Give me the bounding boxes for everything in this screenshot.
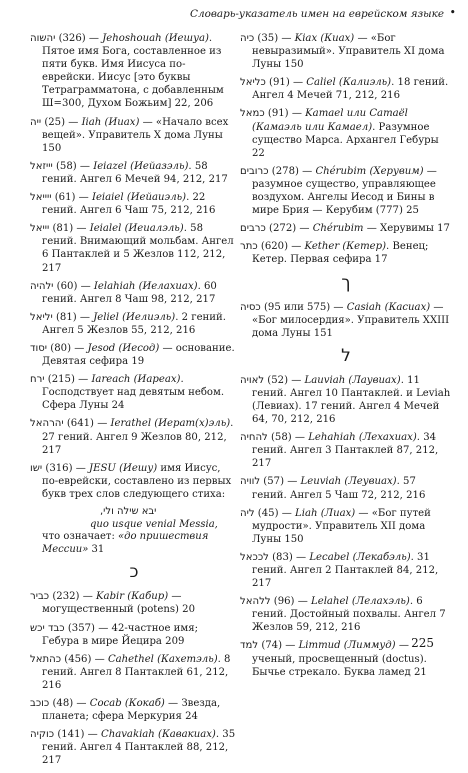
entry-transliteration: Lehahiah (Лехахиах) (308, 432, 417, 444)
entry-transliteration: Cahethel (Кахетэль) (107, 653, 218, 665)
index-entry (30, 222, 238, 274)
entry-text: — могущественный (potens) 20 (42, 591, 196, 616)
entry-value: (456) — (61, 653, 108, 665)
entry-hebrew: כוכב (30, 698, 50, 710)
entry-transliteration: Chérubim (Херувим) (315, 165, 424, 177)
entry-value: (91) — (264, 108, 306, 120)
entry-value: (95 или 575) — (260, 301, 347, 313)
entry-hebrew: כליאל (240, 77, 266, 89)
entry-transliteration: Casiah (Касиах) (346, 301, 431, 313)
index-entry (240, 301, 452, 340)
entry-hebrew: יייזאל (30, 160, 53, 172)
entry-transliteration: Jeliel (Иелиэль) (93, 311, 176, 323)
index-entry (240, 507, 452, 546)
entry-transliteration: Cocab (Кокаб) (89, 698, 165, 710)
entry-text: — «Бог милосердия». Управитель XXIII дома Луны 151 (252, 301, 450, 339)
entry-text: — основание. Девятая сефира 19 (42, 342, 235, 368)
index-entry (240, 475, 452, 501)
entry-value: (58) — (267, 432, 309, 444)
entry-transliteration: Lauviah (Лаувиах) (304, 374, 401, 386)
entry-transliteration: Ierathel (Иерат(х)эль) (110, 418, 231, 430)
entry-text: — ученый, просвещенный (doctus). Бычье стрекало. Буква ламед 21 (252, 640, 427, 678)
index-entry (240, 374, 452, 426)
entry-value: (80) — (47, 342, 88, 354)
section-letter-kaf: כ (129, 562, 139, 583)
entry-hebrew: כהתאל (30, 653, 62, 665)
index-entry (30, 342, 238, 368)
entry-text: . 57 гений. Ангел 5 Чаш 72, 212, 216 (252, 476, 426, 501)
index-entry (30, 417, 238, 456)
entry-value: (45) — (254, 507, 296, 519)
entry-value: (58) — (52, 160, 94, 172)
index-entry (30, 160, 238, 186)
index-entry (30, 280, 238, 306)
entry-hebrew: כסיה (240, 301, 261, 313)
entry-text: . 34 гений. Ангел 3 Пантаклей 87, 212, 217 (252, 432, 439, 470)
entry-hebrew: כוקיה (30, 729, 55, 741)
entry-hebrew: כתר (240, 241, 258, 253)
entry-text: . 60 гений. Ангел 8 Чаш 98, 212, 217 (42, 280, 217, 305)
index-entry (240, 595, 452, 634)
entry-value: (91) — (265, 77, 307, 89)
index-entry (30, 728, 238, 767)
entry-text: . Господствует над девятым небом. Сфера Луны 24 (42, 374, 225, 412)
verse-hebrew: יבא שילה ולי, (100, 506, 157, 517)
index-entry (30, 462, 238, 501)
entry-value: (25) — (41, 116, 82, 128)
entry-value: (35) — (254, 33, 295, 44)
index-entry (30, 32, 238, 111)
entry-text: — Херувимы 17 (363, 223, 450, 235)
entry-value: (52) — (264, 374, 305, 386)
entry-text: — «Бог путей мудрости». Управитель XII дома Луны 150 (252, 507, 431, 545)
entry-transliteration: Liah (Лиах) (295, 507, 356, 519)
verse-translation: что означает: «до пришествия Мессии» 31 (42, 531, 209, 555)
entry-transliteration: Lecabel (Лекабэль) (309, 551, 411, 563)
index-entry (30, 373, 238, 412)
entry-value: (641) — (63, 418, 111, 430)
entry-text: . 27 гений. Ангел 9 Жезлов 80, 212, 217 (42, 418, 234, 456)
entry-hebrew: כרובים (240, 165, 269, 177)
entry-text: . 8 гений. Ангел 8 Пантаклей 61, 212, 216 (42, 653, 231, 691)
index-entry (240, 551, 452, 590)
entry-value: (620) — (257, 241, 305, 253)
entry-transliteration: Chérubim (312, 223, 364, 235)
entry-hebrew: יהרהאל (30, 418, 64, 430)
entry-text: . Разумное существо Марса. Архангел Гебуры 22 (252, 121, 439, 159)
index-entry (240, 76, 452, 102)
entry-transliteration: Kether (Кетер) (304, 241, 387, 253)
entry-text: . 22 гений. Ангел 6 Чаш 75, 212, 216 (42, 192, 216, 217)
header-bullet: • (449, 6, 456, 19)
index-entry (30, 590, 238, 616)
index-entry (240, 107, 452, 159)
index-entry (240, 240, 452, 266)
entry-transliteration: Kiax (Киах) (294, 33, 355, 44)
entry-value: (278) — (268, 165, 316, 177)
index-entry (240, 222, 452, 235)
entry-transliteration: Caliel (Калиэль) (306, 77, 392, 89)
entry-text: — разумное существо, управляющее воздухом. Ангелы Иесод и Бины в мире Брия — Керубим (777) 25 (252, 165, 437, 217)
entry-value: (215) — (44, 374, 92, 386)
index-entry (240, 165, 452, 217)
entry-hebrew: ייייאל (30, 192, 52, 204)
entry-transliteration: Lelahel (Лелахэль) (311, 596, 410, 608)
entry-hebrew: להחיה (240, 432, 268, 444)
entry-text: — «Начало всех вещей». Управитель Х дома Луны 150 (42, 116, 229, 154)
entry-value: (272) — (265, 223, 313, 235)
index-entry (30, 311, 238, 337)
entry-value: (81) — (49, 223, 90, 235)
section-letter-lamed: ל (341, 345, 351, 366)
entry-text: . 18 гений. Ангел 4 Мечей 71, 212, 216 (252, 77, 449, 102)
entry-hebrew: כיה (240, 33, 255, 44)
entry-hebrew: ישו (30, 462, 43, 474)
entry-hebrew: כרבים (240, 223, 266, 235)
entry-text: имя Иисус, по-еврейски, составлено из первых букв трех слов следующего стиха: (42, 462, 232, 500)
entry-value: (232) — (49, 591, 97, 603)
index-entry (30, 191, 238, 217)
index-entry (240, 431, 452, 470)
entry-transliteration: Limmud (Лиммуд) (298, 640, 396, 652)
entry-transliteration: Kamael или Camaël (Камаэль или Камаел) (252, 108, 408, 133)
entry-transliteration: Chavakiah (Кавакиах) (100, 729, 216, 741)
entry-transliteration: Ieiaiel (Иейаиэль) (91, 192, 187, 204)
entry-transliteration: Jesod (Иесод) (87, 342, 160, 354)
entry-text: — Звезда, планета; сфера Меркурия 24 (42, 698, 221, 723)
entry-text: . 2 гений. Ангел 5 Жезлов 55, 212, 216 (42, 311, 226, 336)
index-entry (240, 32, 452, 71)
entry-hebrew: ייה (30, 116, 42, 128)
entry-value: (357) — (64, 622, 112, 634)
entry-text: . 11 гений. Ангел 10 Пантаклей. и Leviah (Левиах). 17 гений. Ангел 4 Мечей 64, 70, 212, 216 (252, 374, 451, 426)
entry-hebrew: למד (240, 640, 259, 652)
verse-latin: quo usque venial Messia, (90, 518, 218, 530)
entry-transliteration: Iiah (Ииах) (81, 116, 140, 128)
entry-hebrew: כמאל (240, 108, 265, 120)
entry-text: . 6 гений. Достойный похвалы. Ангел 7 Жезлов 59, 212, 216 (252, 596, 446, 634)
entry-transliteration: Jehoshouah (Иешуа) (102, 33, 209, 44)
entry-hebrew: לוויה (240, 476, 261, 488)
entry-transliteration: Leuviah (Леувиах) (300, 476, 397, 488)
entry-hebrew: יסוד (30, 342, 48, 354)
entry-text: . 58 гений. Ангел 6 Мечей 94, 212, 217 (42, 160, 228, 185)
entry-hebrew: ליה (240, 507, 255, 519)
entry-hebrew: יייאל (30, 223, 50, 235)
running-header (0, 6, 468, 24)
entry-value: (96) — (270, 596, 312, 608)
entry-text: . Пятое имя Бога, составленное из пяти букв. Имя Иисуса по-еврейски. Иисус [это буквы Тетраграмматона, с добавленным Ш=300, Духом Божьим] 22, 206 (42, 33, 224, 110)
entry-hebrew: כבד יכש (30, 622, 65, 634)
entry-transliteration: JESU (Иешу) (89, 462, 158, 474)
entry-transliteration: Kabir (Кабир) (96, 591, 169, 603)
index-entry (30, 116, 238, 155)
entry-text: . Венец; Кетер. Первая сефира 17 (252, 241, 429, 266)
section-letter-kaf-sofit: ך (341, 272, 351, 293)
entry-value: (57) — (260, 476, 301, 488)
entry-hebrew: ילהיה (30, 280, 54, 292)
entry-hebrew: יהשוה (30, 33, 56, 44)
entry-transliteration: Ieialel (Иеиалэль) (89, 223, 184, 235)
entry-text: — «Бог невыразимый». Управитель XI дома Луны 150 (252, 33, 445, 71)
entry-value: (74) — (258, 640, 299, 652)
entry-hebrew: יליאל (30, 311, 53, 323)
right-column (240, 32, 452, 684)
entry-transliteration: Ielahiah (Иелахиах) (93, 280, 198, 292)
entry-value: (60) — (53, 280, 94, 292)
entry-text: . 31 гений. Ангел 2 Пантаклей 84, 212, 217 (252, 551, 439, 590)
entry-hebrew: לאויה (240, 374, 265, 386)
entry-text: 42-частное имя; Гебура в мире Йецира 209 (42, 622, 199, 647)
page-number: 225 (411, 636, 434, 650)
entry-hebrew: לככאל (240, 551, 269, 563)
index-entry (30, 653, 238, 692)
verse-block (30, 506, 238, 556)
index-entry (30, 622, 238, 648)
entry-text: . 58 гений. Внимающий мольбам. Ангел 6 Пантаклей и 5 Жезлов 112, 212, 217 (42, 223, 234, 274)
entry-value: (61) — (51, 192, 92, 204)
entry-transliteration: Ieiazel (Иейазэль) (93, 160, 189, 172)
entry-hebrew: ירח (30, 374, 45, 386)
entry-text: . 35 гений. Ангел 4 Пантаклей 88, 212, 217 (42, 729, 236, 767)
entry-transliteration: Iareach (Иареах) (91, 374, 181, 386)
entry-hebrew: כביר (30, 591, 50, 603)
entry-value: (326) — (55, 33, 103, 44)
entry-value: (83) — (268, 551, 310, 563)
header-title: Словарь-указатель имен на еврейском языке (190, 8, 444, 20)
left-column (30, 32, 238, 773)
entry-value: (48) — (49, 698, 90, 710)
entry-value: (141) — (54, 729, 101, 741)
entry-hebrew: ללהאל (240, 596, 271, 608)
entry-value: (316) — (42, 462, 90, 474)
index-entry (30, 697, 238, 723)
entry-value: (81) — (52, 311, 94, 323)
